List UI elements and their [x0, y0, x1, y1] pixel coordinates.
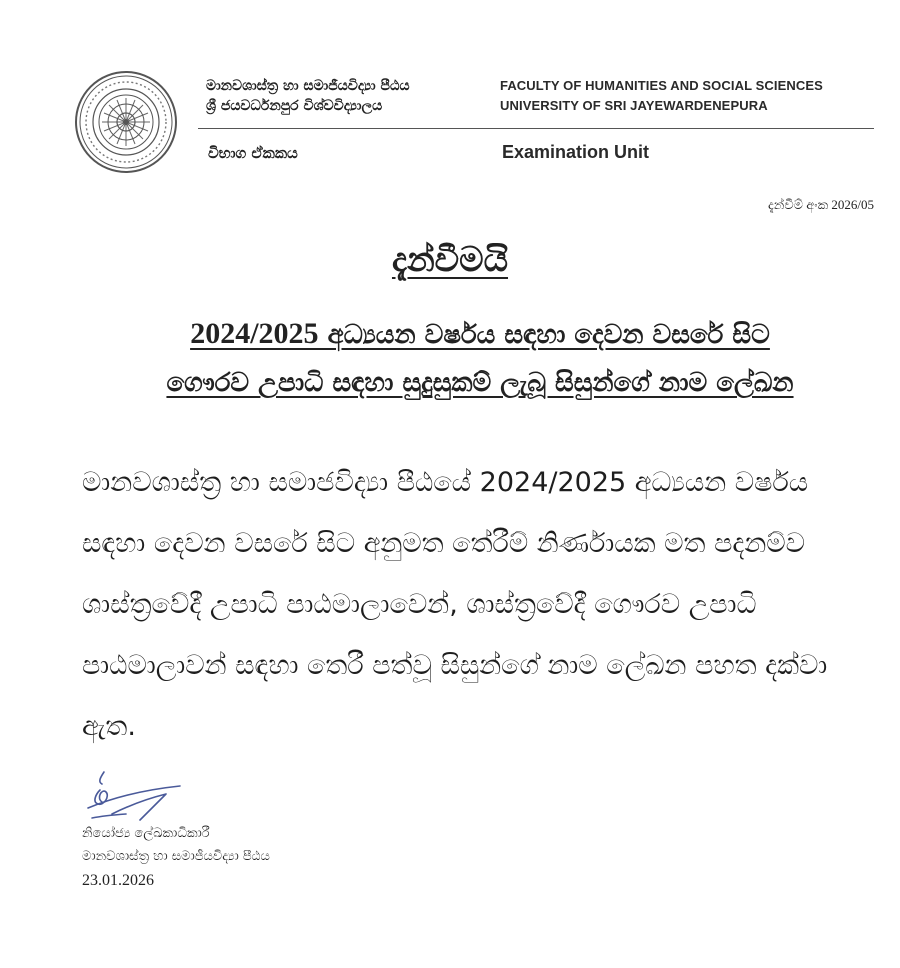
notice-title: [0, 240, 900, 280]
header-sinhala: [206, 76, 410, 116]
signature-image: [82, 768, 192, 832]
faculty-name-english: FACULTY OF HUMANITIES AND SOCIAL SCIENCES: [500, 78, 823, 93]
subtitle-line-1: අධ්‍යයන වර්ෂය සඳහා දෙවන වසරේ සිට: [318, 320, 770, 350]
header-divider: [198, 128, 874, 129]
notice-number: දැන්වීම් අංක 2026/05: [768, 197, 874, 212]
faculty-name-sinhala: මානවශාස්ත්‍ර හා සමාජීයවිද්‍යා පීඨය: [206, 78, 410, 94]
unit-name-english: Examination Unit: [502, 142, 650, 162]
signatory-title: නියෝජ්‍ය ලේඛකාධිකාරී: [82, 826, 210, 841]
notice-subtitle: [60, 310, 900, 407]
subtitle-line-2: ගෞරව උපාධි සඳහා සුදුසුකම් ලැබූ සිසුන්ගේ නාම ලේඛන: [166, 368, 794, 398]
notice-title-text: දැන්වීමයි: [391, 240, 509, 280]
university-name-english: UNIVERSITY OF SRI JAYEWARDENEPURA: [500, 98, 768, 113]
signatory-faculty: මානවශාස්ත්‍ර හා සමාජීයවිද්‍යා පීඨය: [82, 849, 270, 864]
university-seal-icon: [74, 70, 178, 174]
unit-name-sinhala: විභාග ඒකකය: [208, 144, 298, 162]
issue-date: 23.01.2026: [82, 872, 154, 889]
notice-body: මානවශාස්ත්‍ර හා සමාජවිද්‍යා පීඨයේ 2024/2025 අධ්‍යයන වර්ෂය සඳහා දෙවන වසරේ සිට අනුමත තේරීම් නිර්ණායක මත පදනම්ව ශාස්ත්‍රවේදී උපාධි පාඨමාලාවෙන්, ශාස්ත්‍රවේදී ගෞරව උපාධි පාඨමාලාවන් සඳහා තෙරී පත්වූ සිසුන්ගේ නාම ලේඛන පහත දක්වා ඇත.: [82, 467, 828, 742]
header-english: [500, 76, 823, 116]
academic-year: 2024/2025: [190, 317, 319, 350]
university-name-sinhala: ශ්‍රී ජයවර්ධනපුර විශ්වවිද්‍යාලය: [206, 98, 383, 114]
